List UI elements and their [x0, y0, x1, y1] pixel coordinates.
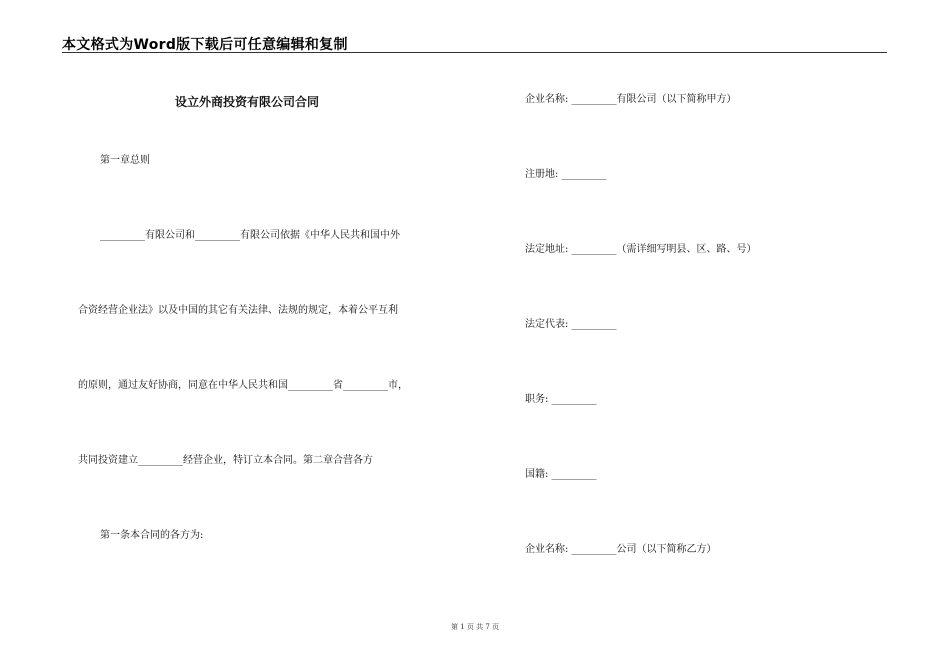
header-banner: 本文格式为Word版下载后可任意编辑和复制 [62, 37, 348, 53]
paragraph-line: 的原则，通过友好协商，同意在中华人民共和国_________省_________市， [78, 380, 408, 391]
article-heading: 第一条本合同的各方为: [100, 530, 204, 541]
chapter-heading: 第一章总则 [100, 155, 150, 166]
left-column [78, 0, 478, 672]
right-column [525, 0, 905, 672]
document-title: 设立外商投资有限公司合同 [175, 95, 320, 109]
party-a-name-field: 企业名称: _________有限公司（以下简称甲方） [525, 94, 737, 105]
party-b-name-field: 企业名称: _________公司（以下简称乙方） [525, 544, 717, 555]
registered-place-field: 注册地: _________ [525, 169, 607, 180]
position-field: 职务: _________ [525, 394, 597, 405]
paragraph-line: 共同投资建立_________经营企业，特订立本合同。第二章合营各方 [78, 455, 373, 466]
legal-representative-field: 法定代表: _________ [525, 319, 617, 330]
page-footer: 第 1 页 共 7 页 [450, 623, 500, 631]
nationality-field: 国籍: _________ [525, 469, 597, 480]
paragraph-line: _________有限公司和_________有限公司依据《中华人民共和国中外 [100, 230, 400, 241]
legal-address-field: 法定地址: _________（需详细写明县、区、路、号） [525, 244, 757, 255]
paragraph-line: 合资经营企业法》以及中国的其它有关法律、法规的规定，本着公平互利 [78, 305, 398, 316]
